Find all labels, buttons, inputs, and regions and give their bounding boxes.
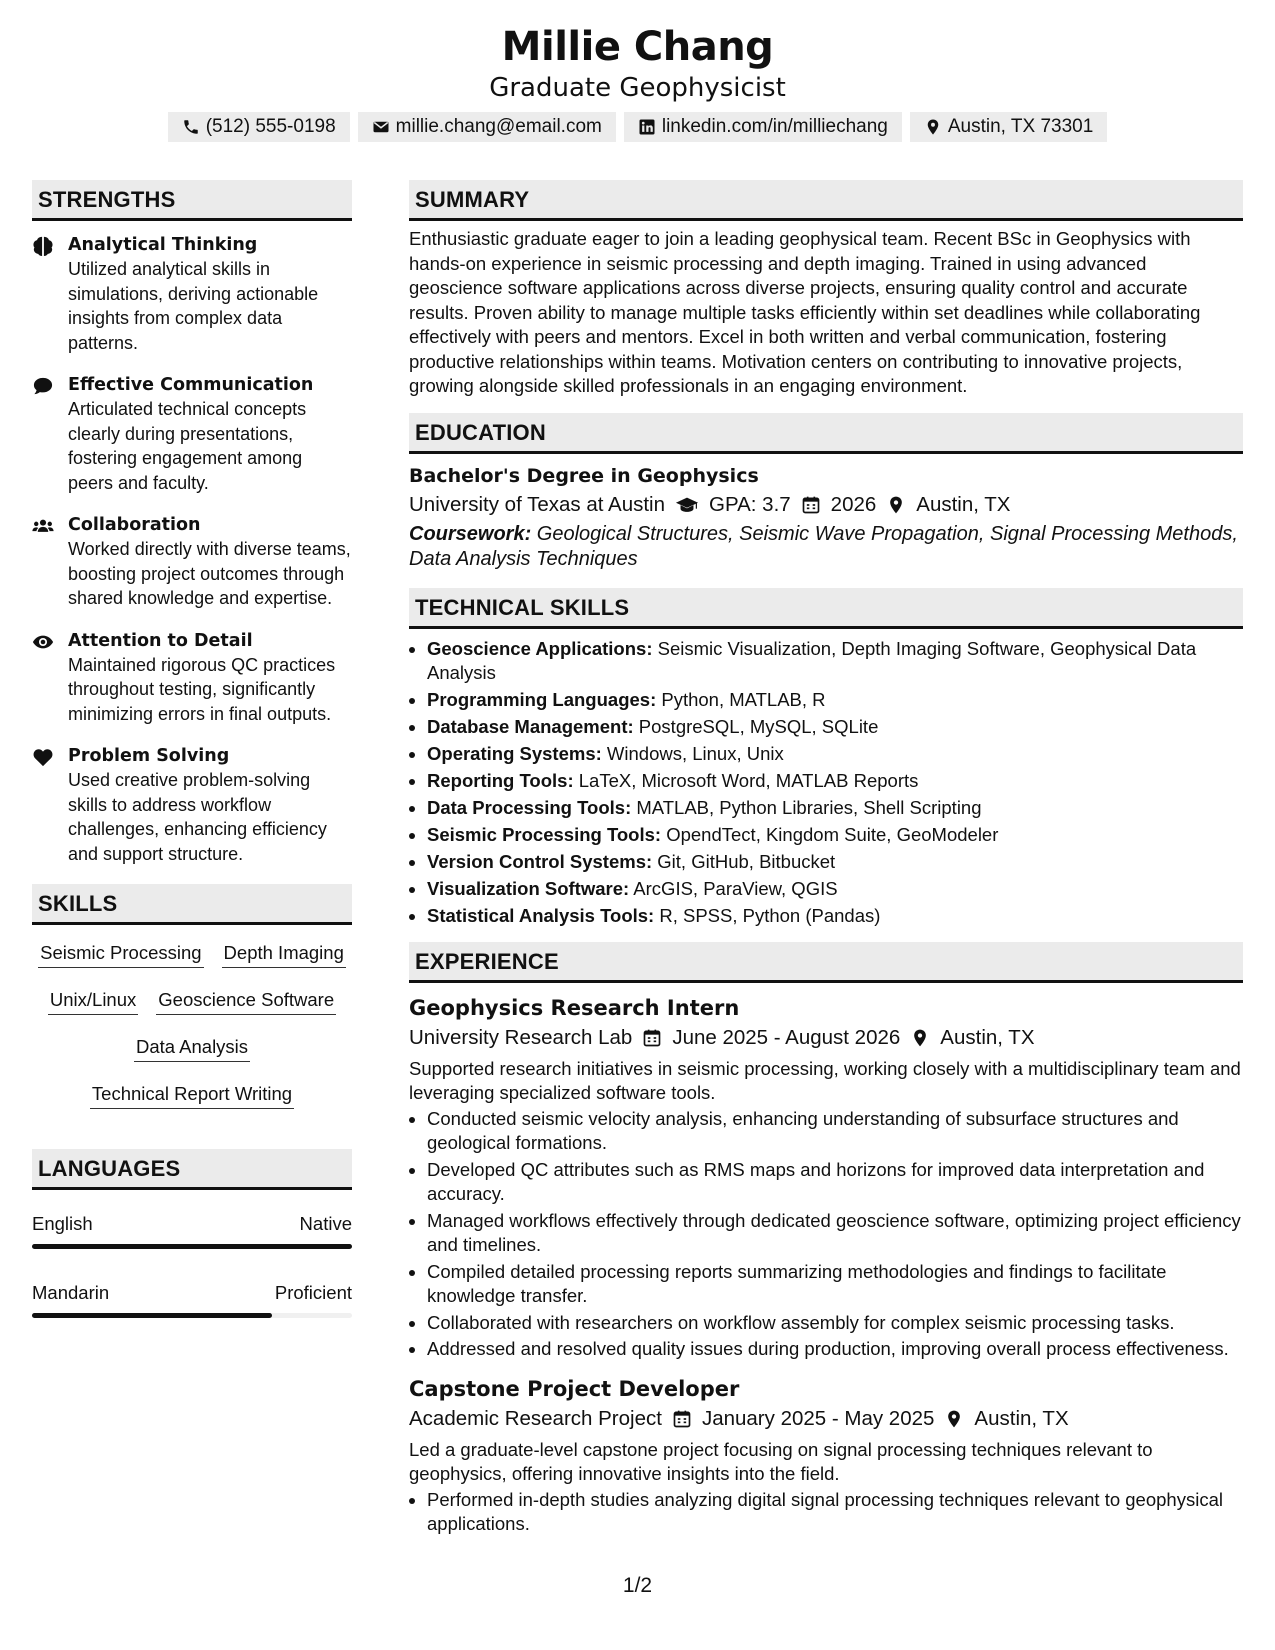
job-org: University Research Lab (409, 1025, 633, 1049)
list-item (427, 796, 1243, 820)
strength-title: Effective Communication (68, 375, 314, 395)
language-proficiency-bar (32, 1313, 352, 1318)
location-text: Austin, TX 73301 (947, 116, 1094, 137)
skill-values: R, SPSS, Python (Pandas) (654, 904, 881, 926)
proficiency-fill (32, 1313, 272, 1318)
skill-tag: Depth Imaging (222, 941, 346, 968)
contact-bar (0, 112, 1275, 142)
job-title: Geophysics Research Intern (409, 995, 740, 1020)
list-item: • Performed in-depth studies analyzing digital signal processing techniques relevant to geophysical applications. (427, 1488, 1243, 1537)
skills-heading: SKILLS (32, 884, 352, 925)
job-bullets (409, 1488, 1243, 1537)
skill-category: Statistical Analysis Tools: (427, 904, 655, 926)
list-item (427, 769, 1243, 793)
strength-item (32, 513, 352, 611)
calendar-icon (801, 495, 821, 515)
heart-icon (32, 747, 54, 767)
skill-category: Data Processing Tools: (427, 796, 632, 818)
job-bullets (409, 1107, 1243, 1362)
skill-values: Seismic Visualization, Depth Imaging Software, Geophysical Data Analysis (427, 637, 1197, 683)
proficiency-fill (32, 1244, 352, 1249)
language-item (32, 1281, 352, 1318)
strength-desc: Articulated technical concepts clearly during presentations, fostering engagement among peers and faculty. (68, 399, 307, 493)
strength-item (32, 233, 352, 355)
job-meta (409, 1023, 1243, 1053)
users-icon (32, 516, 54, 536)
language-level: Native (299, 1213, 352, 1234)
experience-heading: EXPERIENCE (409, 942, 1243, 983)
skill-values: LaTeX, Microsoft Word, MATLAB Reports (573, 769, 919, 791)
list-item: • Collaborated with researchers on workflow assembly for complex seismic processing tasks. (427, 1311, 1243, 1336)
strength-desc: Utilized analytical skills in simulations, deriving actionable insights from complex data patterns. (68, 259, 319, 353)
skills-list (32, 925, 352, 1115)
phone-text: (512) 555-0198 (205, 116, 336, 137)
contact-linkedin[interactable] (624, 112, 902, 142)
comment-icon (32, 376, 54, 396)
calendar-icon (672, 1409, 692, 1429)
phone-icon (182, 118, 200, 136)
coursework-list: Geological Structures, Seismic Wave Propagation, Signal Processing Methods, Data Analysis Techniques (409, 522, 1238, 570)
list-item: • Addressed and resolved quality issues during production, improving overall process effectiveness. (427, 1337, 1243, 1362)
list-item (427, 715, 1243, 739)
skill-values: PostgreSQL, MySQL, SQLite (633, 715, 879, 737)
resume-header (0, 0, 1275, 142)
job-location: Austin, TX (940, 1025, 1035, 1049)
coursework (409, 522, 1243, 572)
list-item (427, 688, 1243, 712)
eye-icon (32, 632, 54, 652)
strength-title: Problem Solving (68, 746, 230, 766)
language-name: Mandarin (32, 1282, 110, 1303)
list-item: • Conducted seismic velocity analysis, enhancing understanding of subsurface structures and geological formations. (427, 1107, 1243, 1156)
job-description: Supported research initiatives in seismic processing, working closely with a multidisciplinary team and leveraging specialized software tools. (409, 1057, 1241, 1103)
strength-item (32, 744, 352, 866)
language-item (32, 1212, 352, 1249)
skill-values: MATLAB, Python Libraries, Shell Scripting (631, 796, 982, 818)
skill-values: Python, MATLAB, R (656, 688, 826, 710)
job-meta (409, 1404, 1243, 1434)
skill-category: Seismic Processing Tools: (427, 823, 662, 845)
skill-category: Operating Systems: (427, 742, 602, 764)
contact-phone[interactable] (168, 112, 350, 142)
technical-skills-heading: TECHNICAL SKILLS (409, 588, 1243, 629)
candidate-name: Millie Chang (501, 24, 774, 70)
language-name: English (32, 1213, 93, 1234)
brain-icon (32, 236, 54, 256)
list-item: • Compiled detailed processing reports summarizing methodologies and findings to facilitate knowledge transfer. (427, 1260, 1243, 1309)
left-column (32, 180, 352, 1318)
skill-category: Reporting Tools: (427, 769, 574, 791)
page-number: 1/2 (622, 1574, 653, 1597)
list-item (427, 904, 1243, 928)
list-item (427, 850, 1243, 874)
job-entry (409, 983, 1243, 1362)
linkedin-text: linkedin.com/in/milliechang (661, 116, 888, 137)
gpa: GPA: 3.7 (709, 492, 791, 516)
skill-values: Windows, Linux, Unix (601, 742, 784, 764)
strength-desc: Maintained rigorous QC practices throughout testing, significantly minimizing errors in final outputs. (68, 654, 336, 724)
candidate-title: Graduate Geophysicist (489, 73, 786, 103)
strengths-heading: STRENGTHS (32, 180, 352, 221)
coursework-label: Coursework: (409, 522, 532, 545)
list-item (427, 742, 1243, 766)
map-marker-icon (886, 495, 906, 515)
skill-category: Database Management: (427, 715, 634, 737)
skill-category: Programming Languages: (427, 688, 657, 710)
education-entry (409, 454, 1243, 588)
education-heading: EDUCATION (409, 413, 1243, 454)
contact-email[interactable] (358, 112, 616, 142)
strength-desc: Used creative problem-solving skills to address workflow challenges, enhancing efficiency and support structure. (68, 770, 327, 864)
job-dates: June 2025 - August 2026 (672, 1025, 901, 1049)
languages-heading: LANGUAGES (32, 1149, 352, 1190)
map-marker-icon (924, 118, 942, 136)
skill-tag: Seismic Processing (38, 941, 203, 968)
strength-title: Analytical Thinking (68, 235, 258, 255)
list-item: • Managed workflows effectively through dedicated geoscience software, optimizing project efficiency and timelines. (427, 1209, 1243, 1258)
contact-location (910, 112, 1107, 142)
strength-item (32, 373, 352, 495)
job-entry (409, 1364, 1243, 1537)
graduation-cap-icon (675, 495, 699, 515)
strength-item (32, 629, 352, 727)
map-marker-icon (910, 1028, 930, 1048)
education-meta (409, 490, 1243, 520)
skill-values: Git, GitHub, Bitbucket (652, 850, 836, 872)
graduation-year: 2026 (830, 492, 877, 516)
language-level: Proficient (274, 1282, 352, 1303)
skill-values: OpendTect, Kingdom Suite, GeoModeler (661, 823, 999, 845)
strengths-list (32, 233, 352, 866)
list-item (427, 877, 1243, 901)
school-name: University of Texas at Austin (409, 492, 665, 516)
skill-values: ArcGIS, ParaView, QGIS (629, 877, 838, 899)
list-item (427, 823, 1243, 847)
summary-text: Enthusiastic graduate eager to join a leading geophysical team. Recent BSc in Geophysics with hands-on experience in seismic processing and depth imaging. Trained in using advanced geoscience software applications across diverse projects, ensuring quality control and accurate results. Proven ability to manage multiple tasks efficiently within set deadlines while collaborating effectively with peers and mentors. Excel in both written and verbal communication, fostering productive relationships within teams. Motivation centers on contributing to innovative projects, growing alongside skilled professionals in an engaging environment. (409, 228, 1201, 396)
strength-desc: Worked directly with diverse teams, boosting project outcomes through shared knowledge and expertise. (68, 539, 351, 608)
summary-heading: SUMMARY (409, 180, 1243, 221)
job-org: Academic Research Project (409, 1406, 662, 1430)
language-proficiency-bar (32, 1244, 352, 1249)
calendar-icon (642, 1028, 662, 1048)
degree-name: Bachelor's Degree in Geophysics (409, 464, 759, 487)
list-item (427, 637, 1243, 685)
technical-skills-list (409, 637, 1243, 928)
skill-tag: Geoscience Software (156, 988, 336, 1015)
job-location: Austin, TX (974, 1406, 1069, 1430)
skill-category: Visualization Software: (427, 877, 630, 899)
list-item: • Developed QC attributes such as RMS maps and horizons for improved data interpretation and accuracy. (427, 1158, 1243, 1207)
skill-tag: Unix/Linux (48, 988, 138, 1015)
strength-title: Collaboration (68, 515, 201, 535)
email-text: millie.chang@email.com (395, 116, 602, 137)
job-dates: January 2025 - May 2025 (701, 1406, 935, 1430)
map-marker-icon (944, 1409, 964, 1429)
right-column (409, 180, 1243, 1539)
skill-category: Geoscience Applications: (427, 637, 653, 659)
job-title: Capstone Project Developer (409, 1376, 740, 1401)
job-description: Led a graduate-level capstone project focusing on signal processing techniques relevant to geophysics, offering innovative insights into the field. (409, 1438, 1153, 1484)
strength-title: Attention to Detail (68, 630, 253, 651)
skill-tag: Technical Report Writing (90, 1082, 294, 1109)
envelope-icon (372, 118, 390, 136)
skill-category: Version Control Systems: (427, 850, 653, 872)
linkedin-icon (638, 118, 656, 136)
education-location: Austin, TX (916, 492, 1011, 516)
skill-tag: Data Analysis (134, 1035, 250, 1062)
